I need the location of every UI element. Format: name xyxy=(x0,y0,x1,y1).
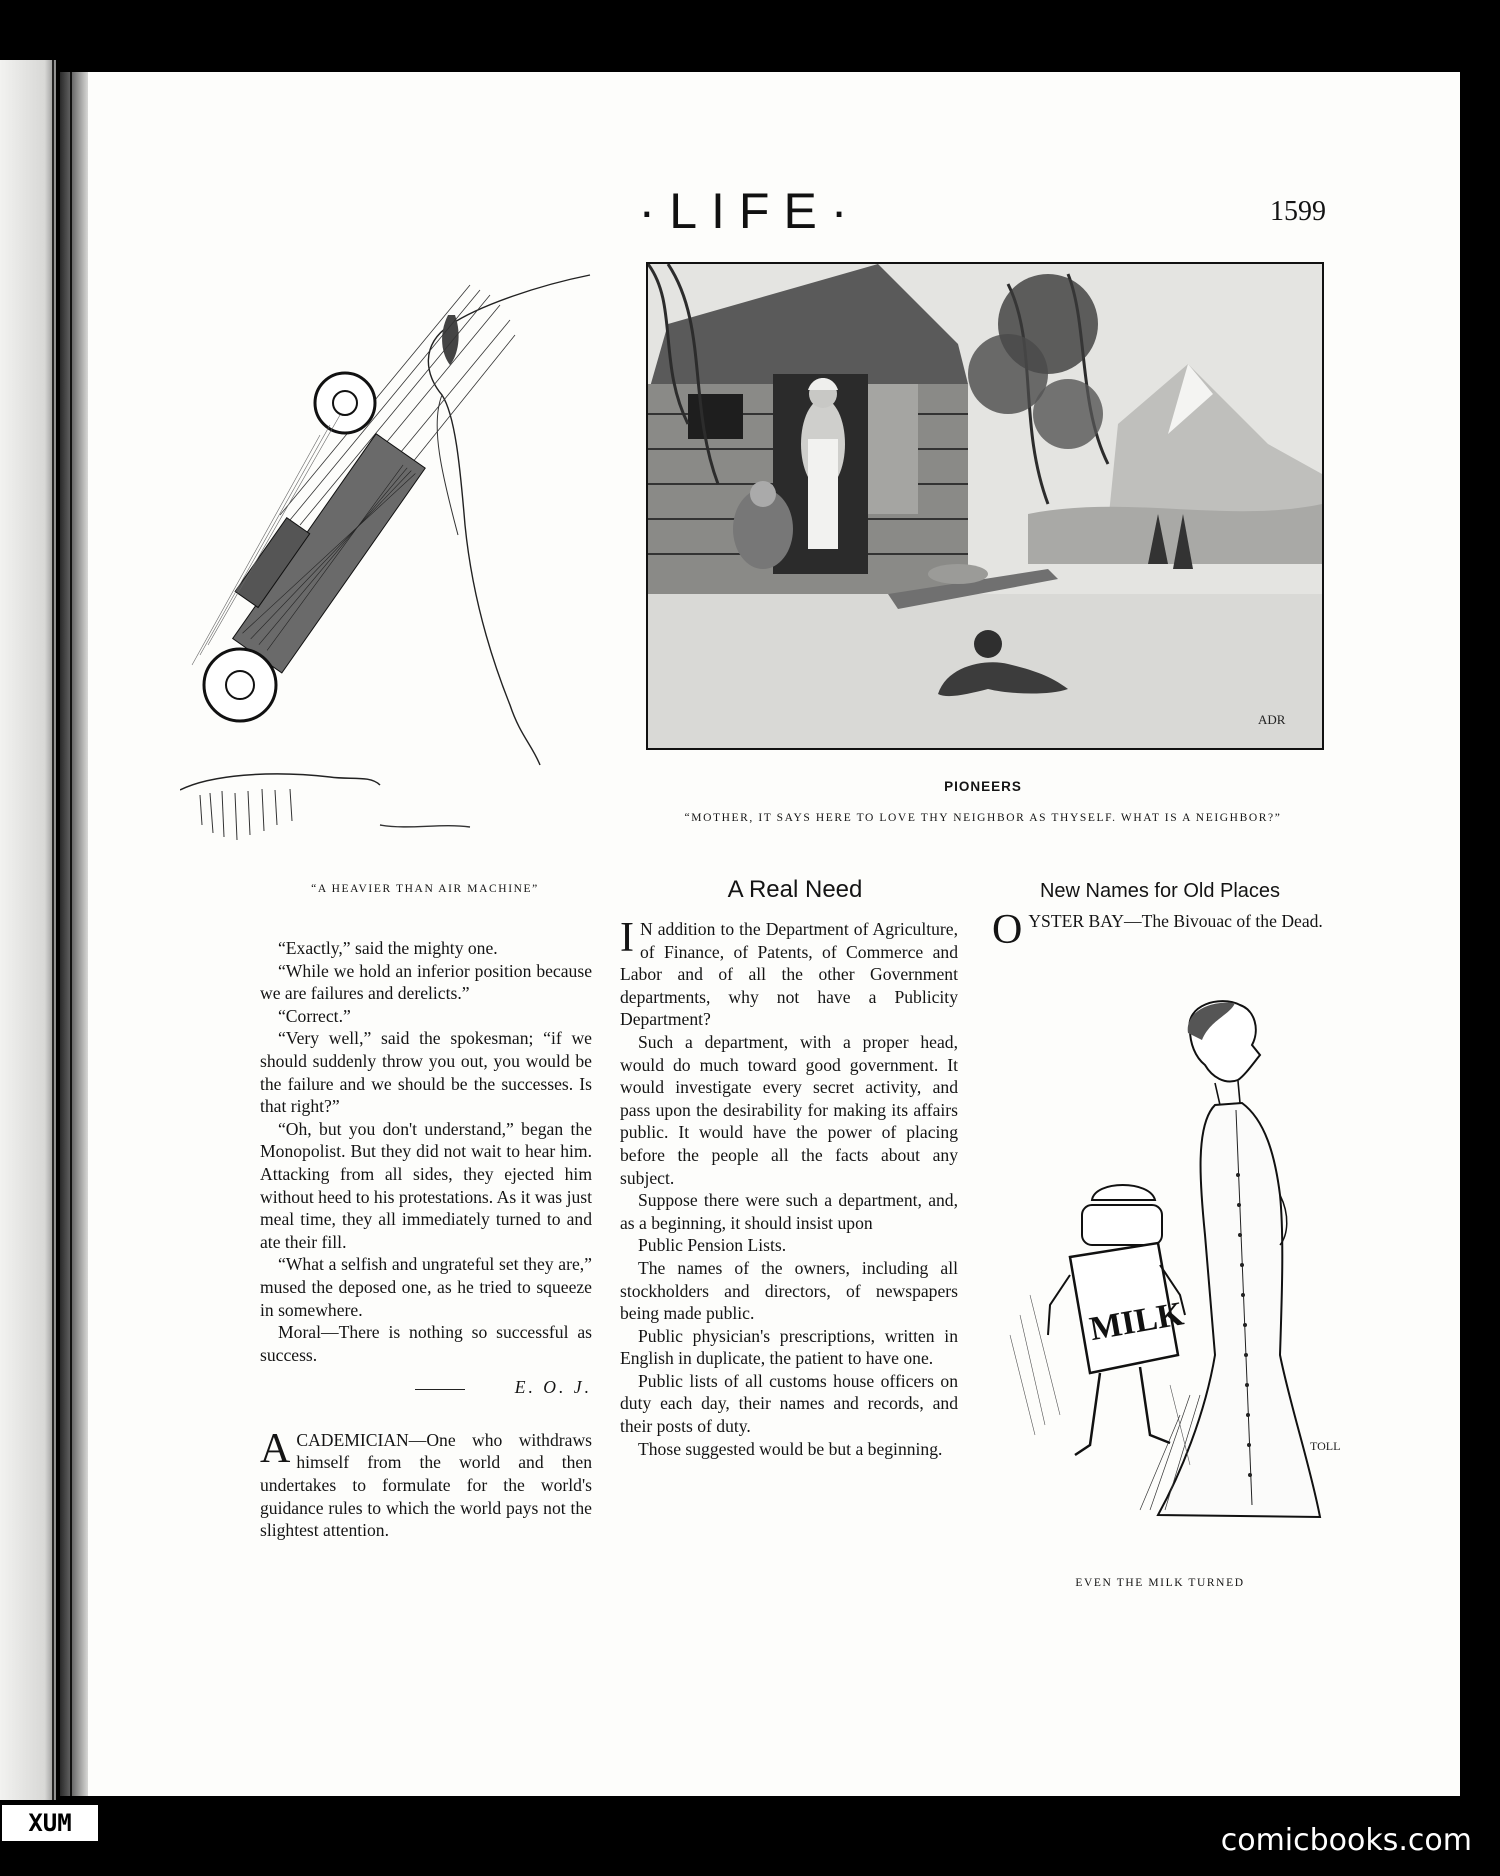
academician-definition: ACADEMICIAN—One who withdraws himself from the world and then undertakes to formulate for the world's guidance rules to which the world pays not the slightest attention. xyxy=(260,1425,592,1541)
heavier-than-air-cartoon xyxy=(180,265,600,875)
paragraph: Those suggested would be but a beginning. xyxy=(638,1438,943,1459)
paragraph: “Very well,” said the spokesman; “if we should suddenly throw you out, you would be the failure and we should be the successes. Is that right?” xyxy=(260,1028,592,1117)
left-column-text xyxy=(260,937,592,1542)
new-names-text: OYSTER BAY—The Bivouac of the Dead. xyxy=(992,907,1323,953)
milk-cartoon xyxy=(990,995,1360,1540)
paragraph: Public physician's prescriptions, written in English in duplicate, the patient to have one. xyxy=(620,1325,958,1369)
paragraph: Public lists of all customs house officers on duty each day, their names and records, and their posts of duty. xyxy=(620,1370,958,1437)
masthead: ·LIFE· xyxy=(638,183,862,239)
page-marker: XUM xyxy=(2,1805,98,1841)
facing-page-edge xyxy=(0,60,56,1800)
paragraph: “While we hold an inferior position because we are failures and derelicts.” xyxy=(260,960,592,1004)
paragraph: Public Pension Lists. xyxy=(638,1235,787,1256)
paragraph: The names of the owners, including all stockholders and directors, of newspapers being made public. xyxy=(620,1257,958,1324)
paragraph: Suppose there were such a department, and, as a beginning, it should insist upon xyxy=(620,1190,958,1233)
milk-cartoon-caption: EVEN THE MILK TURNED xyxy=(1075,1577,1245,1589)
pioneers-caption: “MOTHER, IT SAYS HERE TO LOVE THY NEIGHBOR AS THYSELF. WHAT IS A NEIGHBOR?” xyxy=(684,812,1282,824)
milk-artist-mark: TOLL xyxy=(1310,1439,1341,1453)
new-names-headline: New Names for Old Places xyxy=(1039,880,1281,902)
real-need-headline: A Real Need xyxy=(727,876,863,903)
milk-bottle-label: MILK xyxy=(1086,1295,1187,1349)
paragraph: “Oh, but you don't understand,” began the Monopolist. But they did not wait to hear him. Attacking from all sides, they ejected him without heed to his protestations. As it was just meal time, they all immediately turned to and ate their fill. xyxy=(260,1118,592,1252)
paragraph: “What a selfish and ungrateful set they are,” mused the deposed one, as he tried to squeeze in somewhere. xyxy=(260,1254,592,1320)
site-watermark: comicbooks.com xyxy=(1220,1823,1472,1858)
lead-paragraph: I N addition to the Department of Agriculture, of Finance, of Patents, of Commerce and Labor and of all the other Government departments, why not have a Publicity Department? xyxy=(620,915,958,1030)
signature: E. O. J. xyxy=(514,1377,592,1398)
page-number: 1599 xyxy=(1270,196,1326,227)
pioneers-illustration xyxy=(646,262,1324,750)
heavier-than-air-caption: “A HEAVIER THAN AIR MACHINE” xyxy=(311,883,539,895)
page-spine xyxy=(60,72,88,1796)
paragraph: “Correct.” xyxy=(278,1005,351,1026)
paragraph: “Exactly,” said the mighty one. xyxy=(278,938,498,958)
drop-cap: O xyxy=(992,907,1023,953)
paragraph: Moral—There is nothing so successful as success. xyxy=(260,1322,592,1365)
signature-line xyxy=(260,1376,592,1399)
pioneers-artist-mark: ADR xyxy=(1258,712,1286,727)
real-need-article xyxy=(620,915,958,1460)
pioneers-title: PIONEERS xyxy=(944,779,1022,794)
drop-cap: I xyxy=(620,915,634,961)
drop-cap: A xyxy=(260,1425,291,1472)
paragraph: Such a department, with a proper head, would do much toward good government. It would investigate every secret activity, and pass upon the desirability for making its affairs public. It would have the power of placing before the people all the facts about any subject. xyxy=(620,1031,958,1188)
